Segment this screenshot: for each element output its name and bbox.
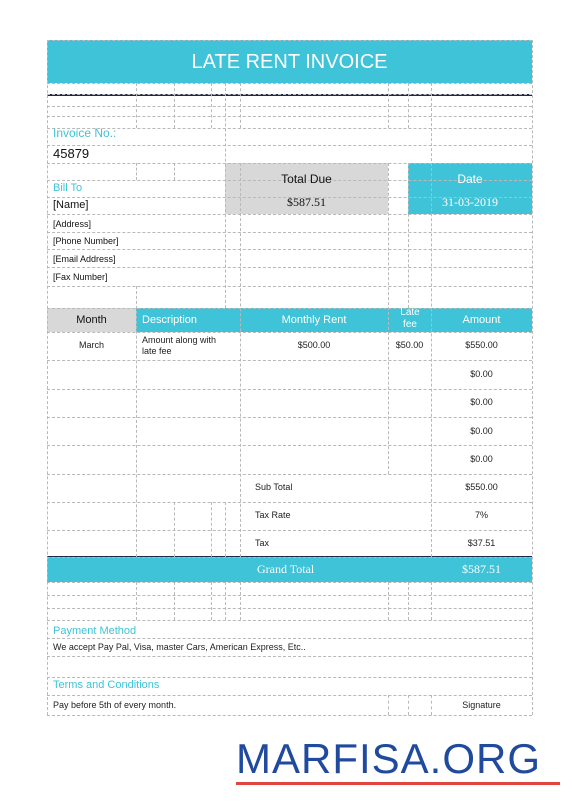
invoice-sheet (47, 40, 532, 715)
grid-row-line (47, 116, 532, 117)
bill-to-phone: [Phone Number] (53, 236, 119, 246)
grid-row-line (47, 83, 532, 84)
grid-column-line (136, 286, 137, 557)
row1-amount: $550.00 (465, 340, 498, 350)
grid-column-line (388, 695, 389, 715)
grid-column-line (225, 502, 226, 557)
grid-row-line (47, 608, 532, 609)
grid-row-line (47, 502, 532, 503)
grid-column-line (136, 163, 137, 180)
grid-row-line (47, 308, 532, 309)
grid-row-line (47, 656, 532, 657)
grid-row-line (47, 715, 532, 716)
grid-column-line (388, 582, 389, 620)
bill-to-label: Bill To (53, 182, 83, 194)
grid-column-line (388, 83, 389, 128)
bill-to-fax: [Fax Number] (53, 272, 108, 282)
grid-row-line (47, 267, 532, 268)
grid-row-line (47, 389, 532, 390)
grid-row-line (47, 94, 532, 95)
grid-row-line (47, 332, 532, 333)
grid-column-line (174, 83, 175, 128)
grid-row-line (47, 128, 532, 129)
grid-column-line (211, 83, 212, 128)
row3-amount: $0.00 (470, 397, 493, 407)
invoice-title: LATE RENT INVOICE (191, 51, 388, 73)
header-monthly-rent: Monthly Rent (281, 314, 347, 326)
date-value: 31-03-2019 (442, 195, 498, 209)
grid-column-line (240, 83, 241, 128)
logo-underline (236, 782, 560, 785)
grid-column-line (47, 40, 48, 715)
tax-label: Tax (255, 538, 270, 548)
invoice-no-value: 45879 (53, 146, 90, 161)
grid-column-line (174, 502, 175, 557)
total-due-label: Total Due (281, 172, 332, 186)
grid-row-line (47, 145, 532, 146)
grid-row-line (47, 106, 532, 107)
header-late-fee: Late fee (400, 307, 420, 330)
grid-row-line (47, 557, 532, 558)
grid-column-line (532, 40, 533, 715)
grid-row-line (47, 214, 532, 215)
subtotal-value: $550.00 (465, 482, 498, 492)
grid-column-line (240, 163, 241, 557)
payment-method-label: Payment Method (53, 625, 137, 637)
payment-method-text: We accept Pay Pal, Visa, master Cars, American Express, Etc.. (53, 642, 306, 652)
grid-row-line (47, 677, 532, 678)
grid-row-line (47, 638, 532, 639)
grid-row-line (47, 530, 532, 531)
grid-column-line (211, 582, 212, 620)
grid-row-line (47, 582, 532, 583)
grand-total-label: Grand Total (257, 562, 315, 576)
header-month: Month (76, 314, 107, 326)
grid-column-line (408, 83, 409, 128)
grid-column-line (388, 163, 389, 474)
grid-row-line (47, 286, 532, 287)
grid-column-line (136, 83, 137, 128)
header-description: Description (142, 314, 198, 326)
row2-amount: $0.00 (470, 369, 493, 379)
grid-column-line (408, 695, 409, 715)
date-label: Date (457, 172, 483, 186)
grid-column-line (174, 163, 175, 180)
grid-column-line (174, 582, 175, 620)
invoice-no-label: Invoice No.: (53, 126, 117, 140)
grid-row-line (47, 163, 532, 164)
row5-amount: $0.00 (470, 454, 493, 464)
grid-column-line (136, 582, 137, 620)
grid-row-line (47, 40, 532, 41)
subtotal-label: Sub Total (255, 482, 293, 492)
signature-label: Signature (462, 700, 501, 710)
grid-row-line (47, 249, 532, 250)
grid-row-line (47, 474, 532, 475)
tax-value: $37.51 (467, 538, 496, 548)
grid-row-line (47, 620, 532, 621)
tax-rate-value: 7% (474, 510, 488, 520)
grid-row-line (47, 417, 532, 418)
bill-to-email: [Email Address] (53, 254, 116, 264)
terms-text: Pay before 5th of every month. (53, 700, 177, 710)
grid-column-line (225, 582, 226, 620)
header-amount: Amount (462, 314, 501, 326)
logo-wordmark: MARFISA.ORG (236, 735, 542, 782)
grid-row-line (47, 360, 532, 361)
grid-row-line (47, 232, 532, 233)
grid-row-line (47, 595, 532, 596)
grid-column-line (211, 502, 212, 557)
grid-row-line (47, 445, 532, 446)
terms-label: Terms and Conditions (53, 679, 160, 691)
grid-column-line (408, 582, 409, 620)
grid-column-line (240, 582, 241, 620)
row1-late-fee: $50.00 (395, 340, 424, 350)
grid-row-line (47, 695, 532, 696)
marfisa-logo (236, 735, 560, 784)
bill-to-address: [Address] (53, 219, 92, 229)
row4-amount: $0.00 (470, 426, 493, 436)
grand-total-value: $587.51 (462, 562, 501, 576)
total-due-value: $587.51 (287, 195, 326, 209)
tax-rate-label: Tax Rate (255, 510, 291, 520)
row1-month: March (78, 340, 104, 350)
grid-column-line (431, 582, 432, 620)
bill-to-name: [Name] (53, 199, 89, 211)
row1-rent: $500.00 (297, 340, 331, 350)
row1-description: Amount along with late fee (142, 335, 217, 356)
